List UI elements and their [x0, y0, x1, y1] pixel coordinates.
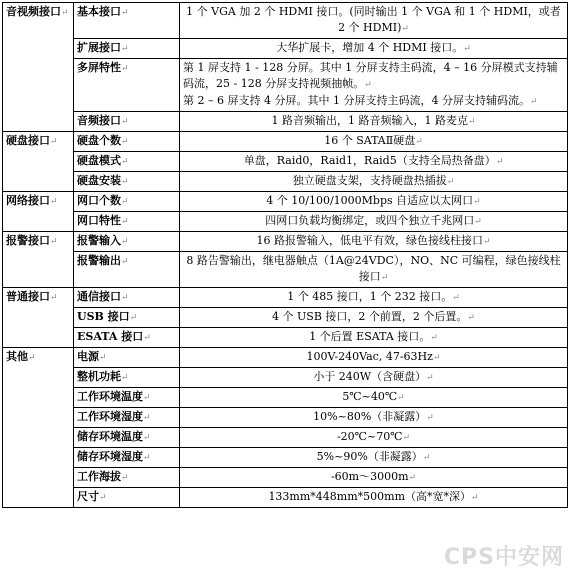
value-cell: [180, 448, 568, 468]
value-text: 10%~80%（非凝露）: [313, 410, 427, 423]
value-cell: [180, 428, 568, 448]
return-mark-icon: ↵: [529, 97, 538, 107]
return-mark-icon: ↵: [50, 237, 58, 247]
value-cell: [180, 59, 568, 112]
value-text-second: 第 2 – 6 屏支持 4 分屏。其中 1 分屏支持主码流，4 分屏支持辅码流。: [183, 94, 530, 107]
return-mark-icon: ↵: [50, 293, 58, 303]
subcategory-label: 工作环境湿度: [77, 410, 143, 423]
value-text: 大华扩展卡，增加 4 个 HDMI 接口。: [276, 41, 464, 54]
value-text: 单盘，Raid0，Raid1，Raid5（支持全局热备盘）: [243, 154, 496, 167]
spec-row: [3, 132, 568, 152]
return-mark-icon: ↵: [401, 24, 409, 34]
subcategory-cell: [74, 132, 180, 152]
subcategory-cell: [74, 488, 180, 508]
spec-row: [3, 232, 568, 252]
value-text: 4 个 USB 接口，2 个前置，2 个后置。: [272, 310, 468, 323]
return-mark-icon: ↵: [446, 177, 455, 187]
subcategory-label: 报警输入: [77, 234, 121, 247]
return-mark-icon: ↵: [121, 157, 129, 167]
category-cell: [3, 232, 74, 288]
subcategory-label: 多屏特性: [77, 61, 121, 74]
value-cell: [180, 468, 568, 488]
return-mark-icon: ↵: [121, 237, 129, 247]
value-text: 1 个后置 ESATA 接口。: [309, 330, 431, 343]
return-mark-icon: ↵: [473, 197, 481, 207]
subcategory-label: 储存环境温度: [77, 430, 143, 443]
subcategory-label: 工作海拔: [77, 470, 121, 483]
subcategory-cell: [74, 428, 180, 448]
subcategory-label: 硬盘个数: [77, 134, 121, 147]
subcategory-label: ESATA 接口: [77, 330, 144, 343]
subcategory-label: 网口个数: [77, 194, 121, 207]
value-cell: [180, 368, 568, 388]
return-mark-icon: ↵: [402, 433, 411, 443]
spec-row: [3, 408, 568, 428]
subcategory-cell: [74, 212, 180, 232]
return-mark-icon: ↵: [397, 393, 405, 403]
spec-row: [3, 388, 568, 408]
return-mark-icon: ↵: [121, 293, 129, 303]
return-mark-icon: ↵: [482, 237, 491, 247]
value-cell: [180, 212, 568, 232]
subcategory-label: 通信接口: [77, 290, 121, 303]
subcategory-label: 报警输出: [77, 254, 121, 267]
return-mark-icon: ↵: [364, 80, 372, 90]
return-mark-icon: ↵: [143, 413, 151, 423]
value-text: -60m～3000m: [330, 470, 409, 483]
subcategory-cell: [74, 232, 180, 252]
subcategory-cell: [74, 152, 180, 172]
subcategory-cell: [74, 308, 180, 328]
spec-row: [3, 252, 568, 288]
watermark-logo: CPS中安网: [443, 545, 564, 570]
spec-row: [3, 192, 568, 212]
spec-row: [3, 428, 568, 448]
subcategory-label: 尺寸: [77, 490, 99, 503]
return-mark-icon: ↵: [415, 137, 423, 147]
value-text: 133mm*448mm*500mm（高*宽*深）: [268, 490, 472, 503]
value-cell: [180, 152, 568, 172]
return-mark-icon: ↵: [463, 44, 471, 54]
category-label: 普通接口: [6, 290, 50, 303]
category-cell: [3, 3, 74, 132]
return-mark-icon: ↵: [430, 333, 438, 343]
spec-row: [3, 152, 568, 172]
subcategory-label: 音频接口: [77, 114, 121, 127]
spec-row: [3, 112, 568, 132]
return-mark-icon: ↵: [474, 217, 482, 227]
return-mark-icon: ↵: [28, 353, 36, 363]
subcategory-cell: [74, 112, 180, 132]
value-cell: [180, 488, 568, 508]
value-cell: [180, 132, 568, 152]
return-mark-icon: ↵: [143, 433, 151, 443]
return-mark-icon: ↵: [121, 44, 129, 54]
return-mark-icon: ↵: [121, 197, 129, 207]
value-text: 100V-240Vac, 47-63Hz: [306, 350, 433, 363]
value-cell: [180, 39, 568, 59]
category-cell: [3, 348, 74, 508]
return-mark-icon: ↵: [467, 313, 475, 323]
subcategory-cell: [74, 388, 180, 408]
value-text: 1 个 485 接口，1 个 232 接口。: [287, 290, 453, 303]
value-cell: [180, 112, 568, 132]
return-mark-icon: ↵: [452, 293, 460, 303]
return-mark-icon: ↵: [121, 177, 129, 187]
subcategory-label: 基本接口: [77, 5, 121, 18]
spec-row: [3, 59, 568, 112]
return-mark-icon: ↵: [99, 353, 107, 363]
return-mark-icon: ↵: [121, 257, 129, 267]
spec-row: [3, 212, 568, 232]
return-mark-icon: ↵: [380, 273, 389, 283]
value-text: 16 个 SATAⅡ硬盘: [324, 134, 416, 147]
return-mark-icon: ↵: [426, 373, 434, 383]
spec-table-body: [3, 3, 568, 508]
return-mark-icon: ↵: [121, 473, 129, 483]
subcategory-cell: [74, 39, 180, 59]
value-cell: [180, 172, 568, 192]
return-mark-icon: ↵: [121, 8, 129, 18]
value-cell: [180, 232, 568, 252]
spec-row: [3, 172, 568, 192]
return-mark-icon: ↵: [121, 117, 129, 127]
category-label: 其他: [6, 350, 28, 363]
return-mark-icon: ↵: [61, 8, 69, 18]
value-cell: [180, 3, 568, 39]
return-mark-icon: ↵: [426, 413, 434, 423]
return-mark-icon: ↵: [495, 157, 504, 167]
spec-row: [3, 348, 568, 368]
subcategory-cell: [74, 288, 180, 308]
return-mark-icon: ↵: [121, 137, 129, 147]
subcategory-cell: [74, 252, 180, 288]
return-mark-icon: ↵: [99, 493, 107, 503]
category-label: 硬盘接口: [6, 134, 50, 147]
subcategory-cell: [74, 172, 180, 192]
category-label: 音视频接口: [6, 5, 61, 18]
value-cell: [180, 328, 568, 348]
value-text: 5℃~40℃: [342, 390, 398, 403]
subcategory-label: USB 接口: [77, 310, 130, 323]
category-cell: [3, 132, 74, 192]
category-label: 报警接口: [6, 234, 50, 247]
subcategory-label: 扩展接口: [77, 41, 121, 54]
value-text: 1 路音频输出，1 路音频输入，1 路麦克: [271, 114, 468, 127]
value-text: 第 1 屏支持 1 - 128 分屏。其中 1 分屏支持主码流，4 – 16 分屏模式支持辅码流，25 - 128 分屏支持视频抽帧。: [183, 61, 558, 90]
return-mark-icon: ↵: [467, 117, 476, 127]
subcategory-label: 工作环境温度: [77, 390, 143, 403]
return-mark-icon: ↵: [422, 453, 431, 463]
subcategory-label: 电源: [77, 350, 99, 363]
return-mark-icon: ↵: [121, 373, 129, 383]
category-cell: [3, 288, 74, 348]
value-text: 4 个 10/100/1000Mbps 自适应以太网口: [266, 194, 474, 207]
subcategory-cell: [74, 448, 180, 468]
spec-row: [3, 488, 568, 508]
subcategory-cell: [74, 408, 180, 428]
spec-row: [3, 468, 568, 488]
value-cell: [180, 288, 568, 308]
value-text: 16 路报警输入，低电平有效，绿色接线柱接口: [256, 234, 483, 247]
value-cell: [180, 252, 568, 288]
return-mark-icon: ↵: [471, 493, 479, 503]
return-mark-icon: ↵: [143, 393, 151, 403]
spec-row: [3, 328, 568, 348]
subcategory-cell: [74, 368, 180, 388]
value-text: 四网口负载均衡绑定，或四个独立千兆网口: [265, 214, 475, 227]
value-cell: [180, 308, 568, 328]
spec-row: [3, 39, 568, 59]
value-text: 1 个 VGA 加 2 个 HDMI 接口。(同时输出 1 个 VGA 和 1 个 HDMI，或者 2 个 HDMI): [186, 5, 561, 34]
return-mark-icon: ↵: [50, 197, 58, 207]
subcategory-label: 网口特性: [77, 214, 121, 227]
subcategory-cell: [74, 468, 180, 488]
subcategory-cell: [74, 328, 180, 348]
value-cell: [180, 348, 568, 368]
return-mark-icon: ↵: [408, 473, 417, 483]
spec-row: [3, 3, 568, 39]
return-mark-icon: ↵: [121, 217, 129, 227]
spec-row: [3, 308, 568, 328]
return-mark-icon: ↵: [143, 453, 151, 463]
return-mark-icon: ↵: [121, 64, 129, 74]
subcategory-cell: [74, 59, 180, 112]
spec-row: [3, 368, 568, 388]
value-text: 独立硬盘支架，支持硬盘热插拔: [292, 174, 447, 187]
value-text: 5%~90%（非凝露）: [316, 450, 423, 463]
value-text: 小于 240W（含硬盘）: [313, 370, 427, 383]
value-text: 8 路告警输出，继电器触点（1A@24VDC），NO、NC 可编程，绿色接线柱接口: [186, 254, 561, 283]
subcategory-label: 硬盘安装: [77, 174, 121, 187]
category-label: 网络接口: [6, 194, 50, 207]
spec-row: [3, 288, 568, 308]
subcategory-label: 整机功耗: [77, 370, 121, 383]
spec-row: [3, 448, 568, 468]
return-mark-icon: ↵: [129, 313, 138, 323]
subcategory-label: 储存环境湿度: [77, 450, 143, 463]
subcategory-cell: [74, 3, 180, 39]
spec-table: [2, 2, 568, 508]
subcategory-cell: [74, 348, 180, 368]
category-cell: [3, 192, 74, 232]
subcategory-cell: [74, 192, 180, 212]
value-cell: [180, 192, 568, 212]
return-mark-icon: ↵: [143, 333, 151, 343]
value-cell: [180, 408, 568, 428]
return-mark-icon: ↵: [50, 137, 58, 147]
value-text: -20℃~70℃: [336, 430, 403, 443]
return-mark-icon: ↵: [432, 353, 441, 363]
subcategory-label: 硬盘模式: [77, 154, 121, 167]
value-cell: [180, 388, 568, 408]
